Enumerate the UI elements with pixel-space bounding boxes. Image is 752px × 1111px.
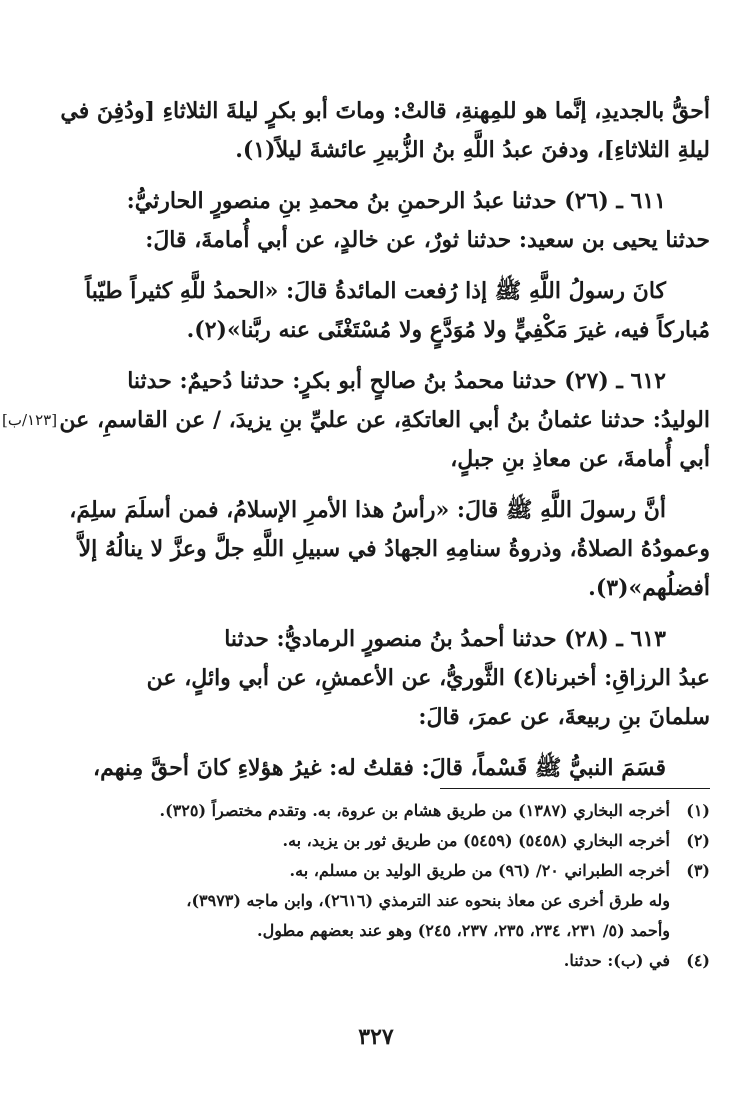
text-line: قسَمَ النبيُّ ﷺ قَسْماً، قالَ: فقلتُ له: غيرُ هؤلاءِ كانَ أحقَّ مِنهم، (92, 755, 666, 781)
footnote-number: (٤) (686, 951, 710, 970)
manuscript-folio-marker: [١٢٣/ب] (2, 411, 58, 429)
text-line: أحقُّ بالجديدِ، إنَّما هو للمِهنةِ، قالتْ: وماتَ أبو بكرٍ ليلةَ الثلاثاءِ [ودُفِنَ في (60, 98, 710, 124)
text-line: أفضلُهم»(٣). (588, 575, 710, 601)
text-line: حدثنا يحيى بن سعيد: حدثنا ثورٌ، عن خالدٍ، عن أبي أُمامةَ، قالَ: (145, 227, 710, 253)
chain-text: الوليدُ: حدثنا عثمانُ بنُ أبي العاتكةِ، عن عليِّ بنِ يزيدَ، / عن القاسمِ، عن (59, 407, 710, 433)
hadith-611-chain (42, 182, 710, 260)
text-line: عبدُ الرزاقِ: أخبرنا(٤) الثَّوريُّ، عن الأعمشِ، عن أبي وائلٍ، عن (146, 665, 710, 691)
book-page (2, 0, 710, 1111)
main-text (2, 92, 710, 800)
text-line: أبي أُمامةَ، عن معاذِ بنِ جبلٍ، (450, 446, 710, 472)
page-number: ٣٢٧ (358, 1024, 394, 1050)
text-line: ليلةِ الثلاثاءِ]، ودفنَ عبدُ اللَّهِ بنُ الزُّبيرِ عائشةَ ليلاً(١). (235, 137, 710, 163)
text-line (2, 401, 710, 440)
text-line: سلمانَ بنِ ربيعةَ، عن عمرَ، قالَ: (418, 704, 710, 730)
footnote-4 (42, 946, 710, 976)
text-line: ٦١٢ ـ (٢٧) حدثنا محمدُ بنُ صالحٍ أبو بكرٍ: حدثنا دُحيمٌ: حدثنا (127, 368, 666, 394)
footnote-3 (42, 856, 710, 886)
paragraph-1 (42, 92, 710, 170)
footnote-3-continuation: وأحمد (٥/ ٢٣١، ٢٣٤، ٢٣٥، ٢٣٧، ٢٤٥) وهو عند بعضهم مطول. (257, 921, 670, 940)
footnote-separator (440, 788, 710, 789)
footnote-number: (٢) (686, 831, 710, 850)
footnotes (42, 796, 710, 976)
text-line: أنَّ رسولَ اللَّهِ ﷺ قالَ: «رأسُ هذا الأمرِ الإسلامُ، فمن أسلَمَ سلِمَ، (69, 497, 666, 523)
footnote-text: أخرجه البخاري (٥٤٥٨) (٥٤٥٩) من طريق ثور بن يزيد، به. (282, 831, 670, 850)
footnote-text: في (ب): حدثنا. (563, 951, 670, 970)
footnote-2 (42, 826, 710, 856)
footnote-number: (١) (686, 801, 710, 820)
hadith-612-chain (2, 362, 710, 479)
footnote-1 (42, 796, 710, 826)
text-line: ٦١١ ـ (٢٦) حدثنا عبدُ الرحمنِ بنُ محمدِ بنِ منصورٍ الحارثيُّ: (126, 188, 666, 214)
footnote-text: أخرجه البخاري (١٣٨٧) من طريق هشام بن عروة، به. وتقدم مختصراً (٣٢٥). (159, 801, 670, 820)
text-line: مُباركاً فيه، غيرَ مَكْفِيٍّ ولا مُوَدَّعٍ ولا مُسْتَغْنًى عنه ربَّنا»(٢). (186, 317, 710, 343)
hadith-613-chain (42, 620, 710, 737)
text-line: ٦١٣ ـ (٢٨) حدثنا أحمدُ بنُ منصورٍ الرماديُّ: حدثنا (224, 626, 666, 652)
footnote-text: أخرجه الطبراني ٢٠/ (٩٦) من طريق الوليد بن مسلم، به. (289, 861, 670, 880)
hadith-613-text (42, 749, 710, 788)
footnote-3-continuation: وله طرق أخرى عن معاذ بنحوه عند الترمذي (٢٦١٦)، وابن ماجه (٣٩٧٣)، (186, 891, 670, 910)
text-line: وعمودُهُ الصلاةُ، وذروةُ سنامِهِ الجهادُ في سبيلِ اللَّهِ جلَّ وعزَّ لا ينالُهُ إلاَّ (78, 536, 710, 562)
text-line: كانَ رسولُ اللَّهِ ﷺ إذا رُفعت المائدةُ قالَ: «الحمدُ للَّهِ كثيراً طيّباً (85, 278, 666, 304)
footnote-number: (٣) (686, 861, 710, 880)
hadith-611-text (42, 272, 710, 350)
hadith-612-text (42, 491, 710, 608)
